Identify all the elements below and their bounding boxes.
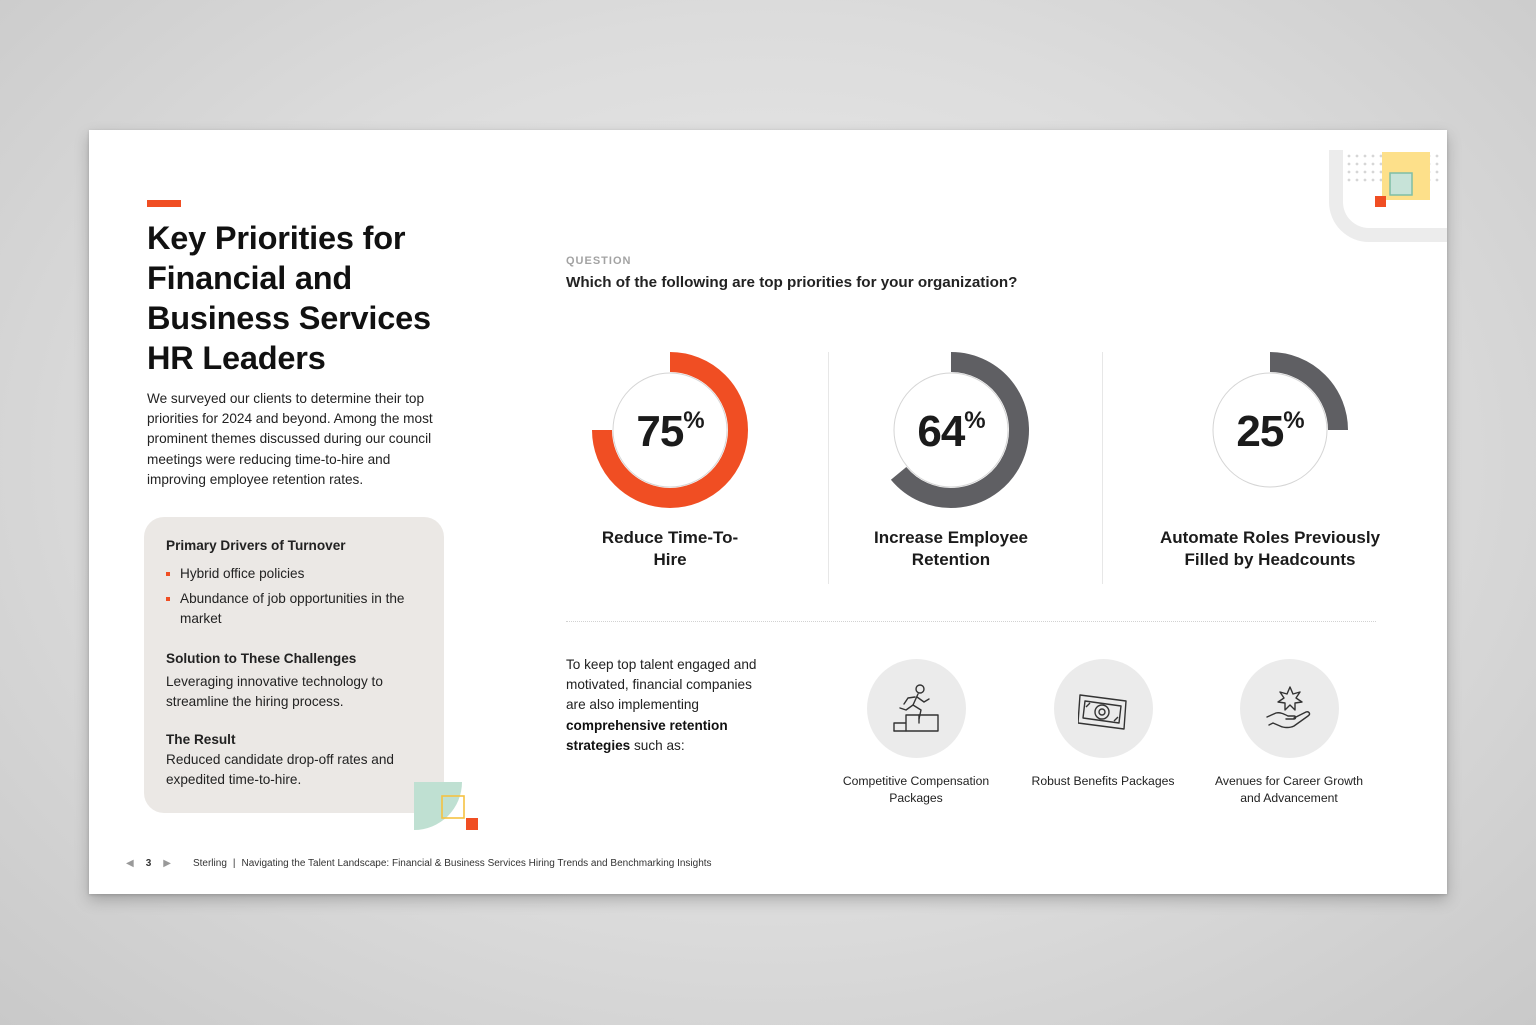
donut-chart [871, 350, 1031, 510]
column-divider [828, 352, 829, 584]
section-divider [566, 621, 1376, 622]
stat-value: 25% [1236, 407, 1304, 456]
strategy-icon-circle [867, 659, 966, 758]
donut-chart [1190, 350, 1350, 510]
card-decoration [414, 782, 478, 830]
money-bill-icon [1078, 683, 1130, 735]
drivers-heading: Primary Drivers of Turnover [166, 538, 346, 553]
strategy-benefits [1018, 659, 1188, 790]
prev-page-icon[interactable]: ◀ [126, 858, 134, 869]
solution-heading: Solution to These Challenges [166, 651, 357, 666]
footer-doc-title: Navigating the Talent Landscape: Financial & Business Services Hiring Trends and Benchmarking Insights [241, 858, 712, 869]
drivers-list [166, 564, 406, 635]
result-text: Reduced candidate drop-off rates and expedited time-to-hire. [166, 752, 394, 788]
hand-star-icon [1264, 683, 1316, 735]
donut-chart [590, 350, 750, 510]
result-heading: The Result [166, 732, 236, 747]
strategy-compensation [831, 659, 1001, 807]
question-label: QUESTION [566, 255, 632, 267]
stat-value: 75% [636, 407, 704, 456]
stat-value: 64% [917, 407, 985, 456]
corner-decoration [1329, 150, 1447, 242]
report-page [89, 130, 1447, 894]
strategy-icon-circle [1240, 659, 1339, 758]
page-footer [126, 858, 712, 869]
stat-label: Automate Roles Previously Filled by Headcounts [1159, 528, 1381, 569]
intro-paragraph: We surveyed our clients to determine their top priorities for 2024 and beyond. Among the most prominent themes discussed during our council meetings were reducing time-to-hire and improving employee retention rates. [147, 391, 433, 487]
question-text: Which of the following are top priorities for your organization? [566, 274, 1018, 291]
list-item: Abundance of job opportunities in the market [166, 589, 406, 629]
retention-paragraph: To keep top talent engaged and motivated, financial companies are also implementing comprehensive retention strategies such as: [566, 657, 757, 753]
stat-label: Reduce Time-To-Hire [601, 528, 739, 569]
solution-text: Leveraging innovative technology to streamline the hiring process. [166, 674, 383, 710]
strategy-career-growth [1204, 659, 1374, 807]
page-number: 3 [145, 858, 152, 869]
strategy-label: Robust Benefits Packages [1031, 774, 1175, 788]
column-divider [1102, 352, 1103, 584]
next-page-icon[interactable]: ▶ [163, 858, 171, 869]
page-title: Key Priorities for Financial and Business Services HR Leaders [147, 220, 431, 376]
turnover-card [144, 517, 444, 813]
strategy-label: Competitive Compensation Packages [842, 774, 990, 805]
bullet-icon [166, 572, 170, 576]
running-stairs-icon [891, 683, 943, 735]
footer-brand: Sterling [192, 858, 227, 869]
bullet-icon [166, 597, 170, 601]
title-accent-bar [147, 200, 181, 207]
strategy-icon-circle [1054, 659, 1153, 758]
footer-separator: | [232, 858, 236, 869]
stat-label: Increase Employee Retention [873, 528, 1029, 569]
list-item: Hybrid office policies [166, 564, 406, 584]
strategy-label: Avenues for Career Growth and Advancement [1214, 774, 1364, 805]
